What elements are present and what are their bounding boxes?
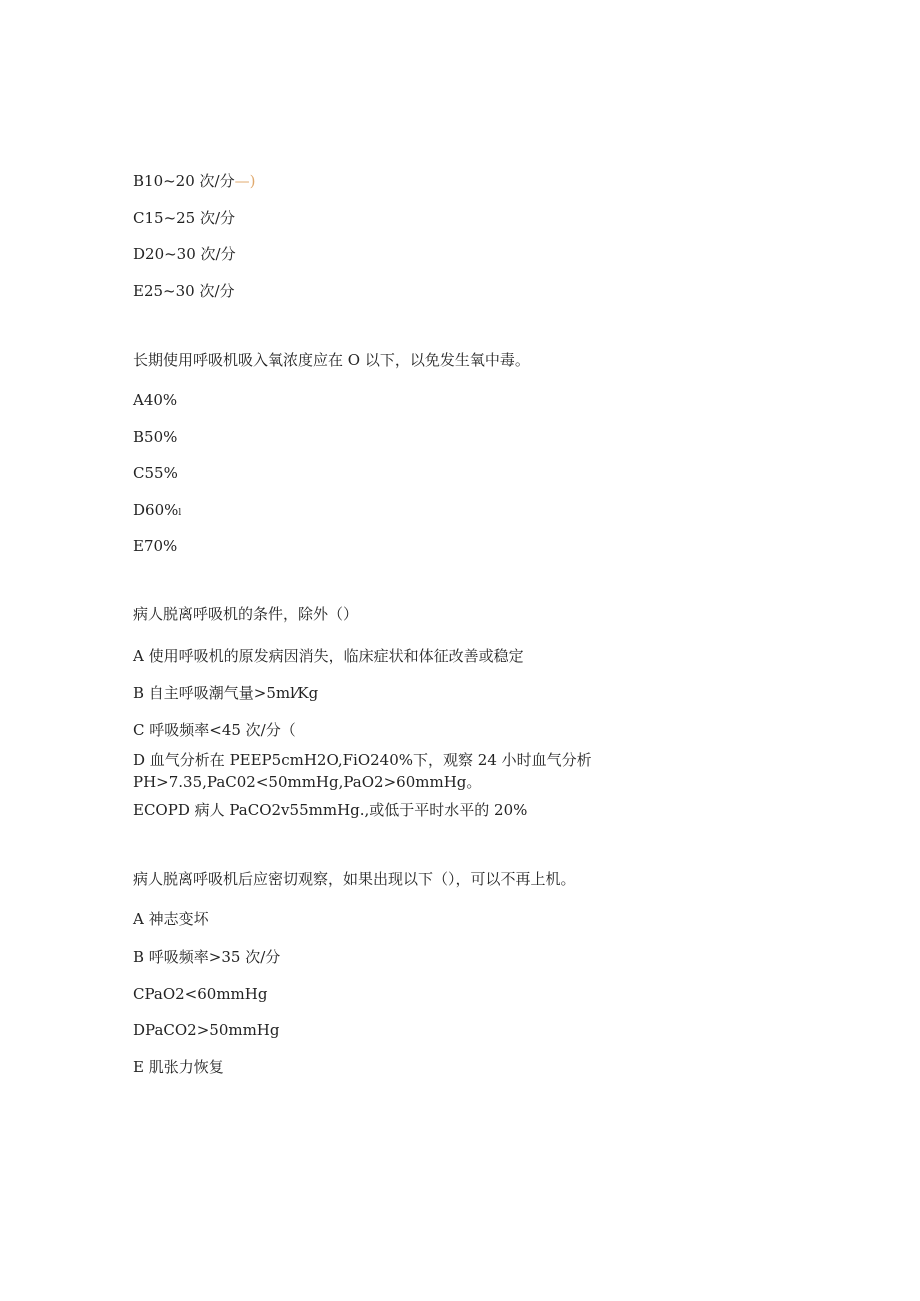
- option-b: B 自主呼吸潮气量>5ml⁄Kg: [133, 684, 319, 702]
- option-c: C15~25 次/分: [133, 209, 236, 227]
- option-a: A 神志变坏: [133, 910, 209, 928]
- option-d: D20~30 次/分: [133, 245, 236, 263]
- option-b-mark: —): [234, 172, 256, 190]
- option-d-mark: l: [178, 508, 182, 518]
- option-d-text: D60%: [133, 501, 179, 519]
- option-a: A 使用呼吸机的原发病因消失，临床症状和体征改善或稳定: [133, 647, 524, 665]
- option-b-text: B10~20 次/分: [133, 172, 235, 190]
- option-b: B50%: [133, 428, 178, 446]
- question-stem: 病人脱离呼吸机后应密切观察，如果出现以下（），可以不再上机。: [133, 870, 576, 888]
- option-d: DPaCO2>50mmHg: [133, 1021, 280, 1039]
- option-b: B 呼吸频率>35 次/分: [133, 948, 281, 966]
- option-d-line-1: D 血气分析在 PEEP5cmH2O,FiO240%下，观察 24 小时血气分析: [133, 751, 592, 769]
- option-d: [133, 500, 181, 523]
- option-d-line-2: PH>7.35,PaC02<50mmHg,PaO2>60mmHg。: [133, 773, 482, 791]
- question-stem: 长期使用呼吸机吸入氧浓度应在 O 以下，以免发生氧中毒。: [133, 351, 530, 369]
- option-e: E25~30 次/分: [133, 282, 235, 300]
- question-stem: 病人脱离呼吸机的条件，除外（）: [133, 605, 359, 623]
- option-c: C 呼吸频率<45 次/分（: [133, 721, 296, 739]
- option-e: ECOPD 病人 PaCO2v55mmHg.,或低于平时水平的 20%: [133, 801, 528, 819]
- option-b: [133, 171, 255, 191]
- option-e: E70%: [133, 537, 178, 555]
- option-e: E 肌张力恢复: [133, 1058, 224, 1076]
- option-c: CPaO2<60mmHg: [133, 985, 268, 1003]
- option-c: C55%: [133, 464, 178, 482]
- option-a: A40%: [133, 391, 178, 409]
